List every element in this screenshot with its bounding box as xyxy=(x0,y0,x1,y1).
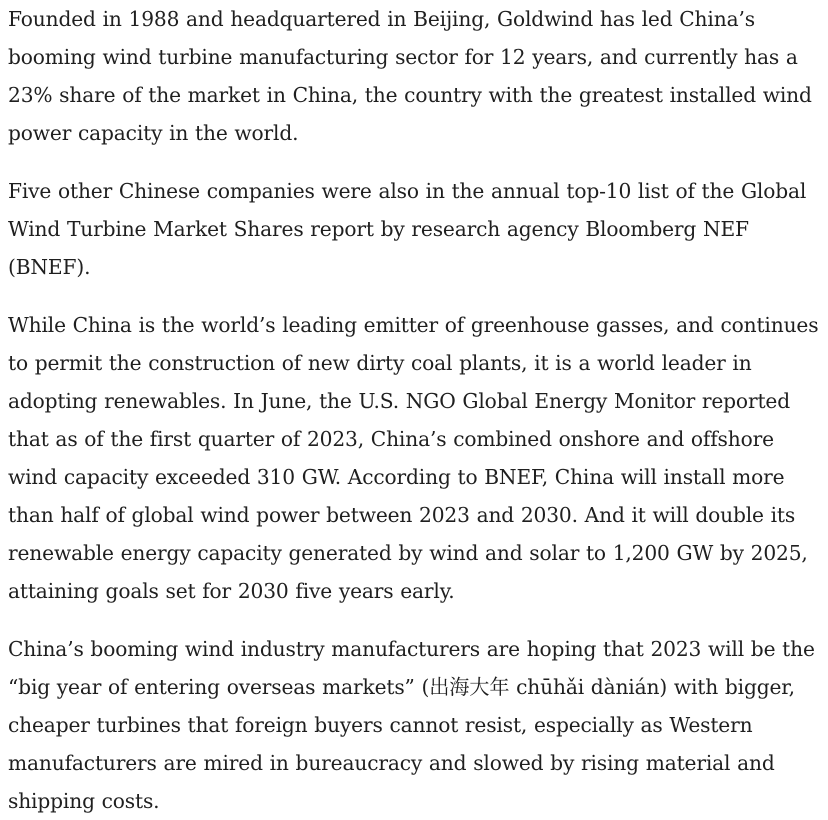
paragraph-overseas-markets: China’s booming wind industry manufacturers are hoping that 2023 will be the “big year of entering overseas markets” (出海大年 chūhǎi dànián) with bigger, cheaper turbines that foreign buyers cannot resist, especially as Western manufacturers are mired in bureaucracy and slowed by rising material and shipping costs. xyxy=(8,637,815,813)
paragraph-goldwind-intro: Founded in 1988 and headquartered in Beijing, Goldwind has led China’s booming wind turbine manufacturing sector for 12 years, and currently has a 23% share of the market in China, the country with the greatest installed wind power capacity in the world. xyxy=(8,7,812,145)
paragraph-bnef-top10: Five other Chinese companies were also in the annual top-10 list of the Global Wind Turbine Market Shares report by research agency Bloomberg NEF (BNEF). xyxy=(8,179,807,279)
paragraph-china-renewables: While China is the world’s leading emitter of greenhouse gasses, and continues to permit the construction of new dirty coal plants, it is a world leader in adopting renewables. In June, the U.S. NGO Global Energy Monitor reported that as of the first quarter of 2023, China’s combined onshore and offshore wind capacity exceeded 310 GW. According to BNEF, China will install more than half of global wind power between 2023 and 2030. And it will double its renewable energy capacity generated by wind and solar to 1,200 GW by 2025, attaining goals set for 2030 five years early. xyxy=(8,313,819,603)
